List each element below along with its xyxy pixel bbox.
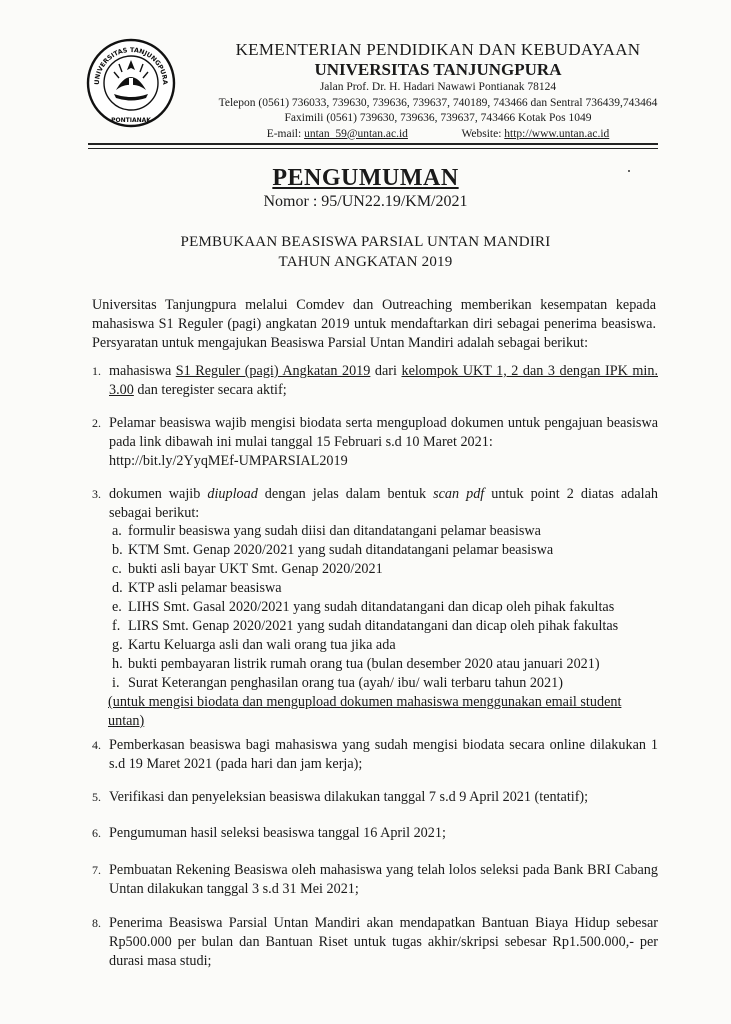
ministry-name: KEMENTERIAN PENDIDIKAN DAN KEBUDAYAAN (235, 40, 641, 59)
sub-list-item: f. LIRS Smt. Genap 2020/2021 yang sudah ditandatangani dan dicap oleh pihak fakultas (112, 618, 619, 634)
sub-list-item: a. formulir beasiswa yang sudah diisi dan ditandatangani pelamar beasiswa (112, 523, 541, 539)
sub-list-item: h. bukti pembayaran listrik rumah orang tua (bulan desember 2020 atau januari 2021) (112, 656, 600, 672)
item-text: Pembuatan Rekening Beasiswa oleh mahasiswa yang telah lolos seleksi pada Bank BRI Cabang Untan dilakukan tanggal 3 s.d 31 Mei 2021; (109, 862, 658, 897)
logo-arc-text-top: UNIVERSITAS TANJUNGPURA (92, 45, 170, 85)
item-number: 2. (92, 416, 101, 430)
sub-list-item: i. Surat Keterangan penghasilan orang tua (ayah/ ibu/ wali terbaru tahun 2021) (112, 675, 563, 691)
document-number: Nomor : 95/UN22.19/KM/2021 (263, 193, 468, 210)
item-number: 5. (92, 790, 101, 804)
university-name: UNIVERSITAS TANJUNGPURA (314, 60, 562, 79)
email-link[interactable]: untan_59@untan.ac.id (304, 127, 408, 140)
item-number: 6. (92, 826, 101, 840)
university-fax: Faximili (0561) 739630, 739636, 739637, 743466 Kotak Pos 1049 (284, 112, 592, 124)
item-text: Penerima Beasiswa Parsial Untan Mandiri akan mendapatkan Bantuan Biaya Hidup sebesar Rp500.000 per bulan dan Bantuan Riset untuk tugas akhir/skripsi sebesar Rp1.500.000,- per durasi masa studi; (109, 915, 658, 969)
sub-list-item: c. bukti asli bayar UKT Smt. Genap 2020/2021 (112, 561, 383, 577)
sub-list-item: d. KTP asli pelamar beasiswa (112, 580, 282, 596)
item-text: Pengumuman hasil seleksi beasiswa tanggal 16 April 2021; (109, 825, 446, 841)
item-text: mahasiswa S1 Reguler (pagi) Angkatan 2019 dari kelompok UKT 1, 2 dan 3 dengan IPK min. 3.00 dan teregister secara aktif; (109, 363, 658, 398)
sub-list-item: g. Kartu Keluarga asli dan wali orang tua jika ada (112, 637, 396, 653)
university-contact (188, 127, 688, 142)
website-link[interactable]: http://www.untan.ac.id (504, 127, 610, 140)
item-number: 1. (92, 364, 101, 378)
item-number: 7. (92, 863, 101, 877)
list-item (92, 414, 658, 470)
logo-text-bottom: PONTIANAK (111, 117, 151, 124)
sub-list-item: b. KTM Smt. Genap 2020/2021 yang sudah ditandatangani pelamar beasiswa (112, 542, 554, 558)
document-subtitle (0, 232, 731, 272)
item-text: Pelamar beasiswa wajib mengisi biodata serta mengupload dokumen untuk pengajuan beasiswa pada link dibawah ini mulai tanggal 15 Februari s.d 10 Maret 2021: http://bit.ly/2YyqMEf-UMPARSIAL2019 (109, 415, 658, 469)
letterhead (188, 40, 688, 142)
intro-paragraph: Universitas Tanjungpura melalui Comdev dan Outreaching memberikan kesempatan kepada mahasiswa S1 Reguler (pagi) angkatan 2019 untuk mendaftarkan diri sebagai penerima beasiswa. Persyaratan untuk mengajukan Beasiswa Parsial Untan Mandiri adalah sebagai berikut: (92, 297, 656, 351)
letterhead-rule-thin (88, 148, 658, 149)
university-address: Jalan Prof. Dr. H. Hadari Nawawi Pontianak 78124 (319, 81, 557, 93)
list-item (92, 861, 658, 899)
university-telephone: Telepon (0561) 736033, 739630, 739636, 739637, 740189, 743466 dan Sentral 736439,743464 (218, 96, 658, 109)
website-label: Website: (461, 127, 502, 140)
university-logo (86, 38, 176, 128)
item-number: 3. (92, 487, 101, 501)
item-text: Verifikasi dan penyeleksian beasiswa dilakukan tanggal 7 s.d 9 April 2021 (tentatif); (109, 789, 589, 805)
registration-link[interactable]: http://bit.ly/2YyqMEf-UMPARSIAL2019 (109, 452, 348, 469)
list-item (92, 788, 658, 807)
sub-list-item: e. LIHS Smt. Gasal 2020/2021 yang sudah ditandatangani dan dicap oleh pihak fakultas (112, 599, 615, 615)
document-title: PENGUMUMAN (272, 165, 459, 191)
item-text: dokumen wajib diupload dengan jelas dalam bentuk scan pdf untuk point 2 diatas adalah sebagai berikut: (109, 486, 658, 521)
list-item (92, 362, 658, 400)
subtitle-line-1: PEMBUKAAN BEASISWA PARSIAL UNTAN MANDIRI (180, 234, 551, 250)
list-item (92, 824, 658, 843)
item-text: Pemberkasan beasiswa bagi mahasiswa yang sudah mengisi biodata secara online dilakukan 1 s.d 19 Maret 2021 (pada hari dan jam kerja); (109, 737, 658, 772)
list-item (92, 485, 658, 523)
list-item (92, 914, 658, 970)
list-item (92, 736, 658, 774)
email-label: E-mail: (266, 127, 302, 140)
subtitle-line-2: TAHUN ANGKATAN 2019 (278, 254, 453, 270)
letterhead-rule-thick (88, 143, 658, 145)
email-note: (untuk mengisi biodata dan mengupload dokumen mahasiswa menggunakan email student untan) (108, 694, 622, 729)
item-number: 4. (92, 738, 101, 752)
item-number: 8. (92, 916, 101, 930)
